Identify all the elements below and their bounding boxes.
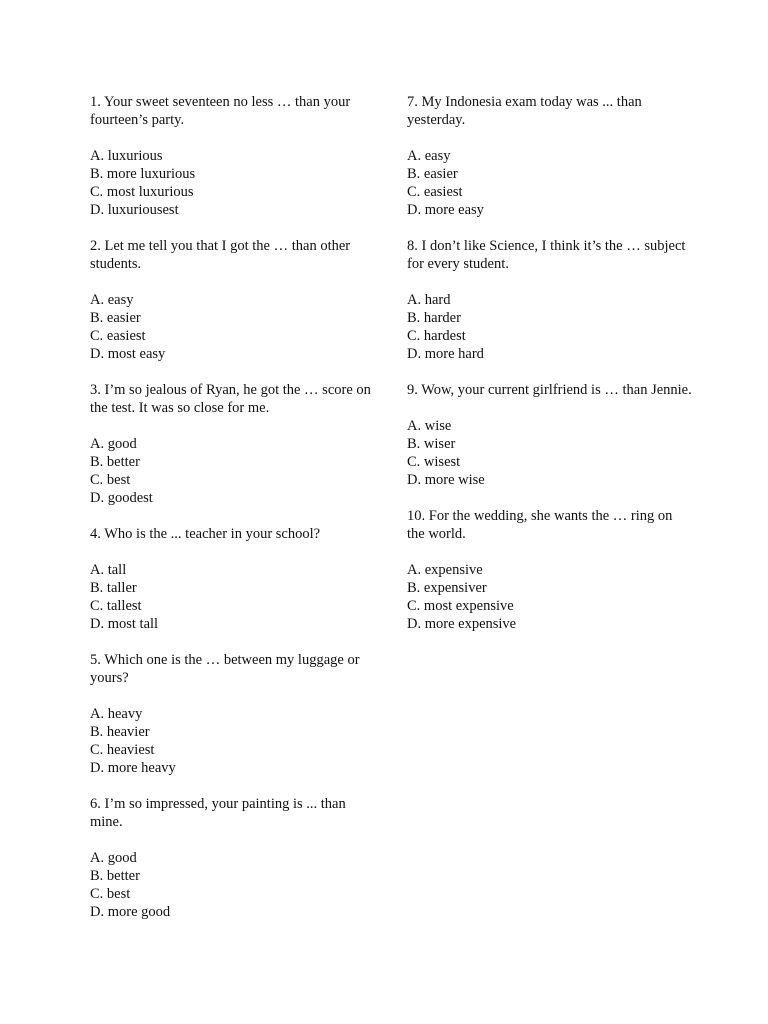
answer-option: B. easier [90,310,141,326]
question-block [90,93,375,219]
answer-option: A. wise [407,418,452,434]
answer-option: B. easier [407,166,458,182]
question-block [407,381,692,489]
question-text: 5. Which one is the … between my luggage or yours? [90,652,360,686]
answer-option: D. most easy [90,346,166,362]
question-block [407,237,692,363]
answer-option: D. luxuriousest [90,202,179,218]
question-text: 7. My Indonesia exam today was ... than yesterday. [407,94,642,128]
answer-option: C. wisest [407,454,461,470]
answer-option: B. harder [407,310,461,326]
answer-option: B. more luxurious [90,166,196,182]
answer-option: C. tallest [90,598,142,614]
answer-option: B. heavier [90,724,150,740]
answer-option: B. wiser [407,436,456,452]
question-text: 9. Wow, your current girlfriend is … than Jennie. [407,382,692,398]
question-block [90,651,375,777]
answer-option: A. heavy [90,706,143,722]
left-column [90,93,375,939]
answer-option: B. taller [90,580,137,596]
answer-option: B. expensiver [407,580,487,596]
answer-option: C. most expensive [407,598,514,614]
question-text: 3. I’m so jealous of Ryan, he got the … score on the test. It was so close for me. [90,382,371,416]
answer-option: B. better [90,454,140,470]
answer-option: D. goodest [90,490,153,506]
right-column [407,93,692,651]
question-text: 2. Let me tell you that I got the … than other students. [90,238,351,272]
answer-option: D. more expensive [407,616,517,632]
answer-option: C. most luxurious [90,184,194,200]
question-text: 1. Your sweet seventeen no less … than your fourteen’s party. [90,94,351,128]
question-block [90,237,375,363]
answer-option: C. easiest [407,184,463,200]
question-text: 8. I don’t like Science, I think it’s the … subject for every student. [407,238,686,272]
question-text: 6. I’m so impressed, your painting is ... than mine. [90,796,346,830]
answer-option: A. expensive [407,562,483,578]
question-block [407,507,692,633]
answer-option: C. heaviest [90,742,155,758]
answer-option: A. luxurious [90,148,163,164]
question-text: 4. Who is the ... teacher in your school? [90,526,321,542]
answer-option: D. more easy [407,202,484,218]
question-block [90,525,375,633]
answer-option: C. best [90,886,131,902]
answer-option: C. easiest [90,328,146,344]
answer-option: D. more wise [407,472,485,488]
answer-option: D. more heavy [90,760,176,776]
answer-option: A. good [90,436,137,452]
question-block [90,381,375,507]
answer-option: B. better [90,868,140,884]
question-text: 10. For the wedding, she wants the … ring on the world. [407,508,673,542]
answer-option: A. tall [90,562,127,578]
answer-option: D. most tall [90,616,159,632]
answer-option: D. more good [90,904,171,920]
answer-option: C. hardest [407,328,466,344]
answer-option: D. more hard [407,346,484,362]
answer-option: A. hard [407,292,451,308]
answer-option: C. best [90,472,131,488]
question-block [407,93,692,219]
answer-option: A. good [90,850,137,866]
answer-option: A. easy [90,292,134,308]
question-block [90,795,375,921]
answer-option: A. easy [407,148,451,164]
